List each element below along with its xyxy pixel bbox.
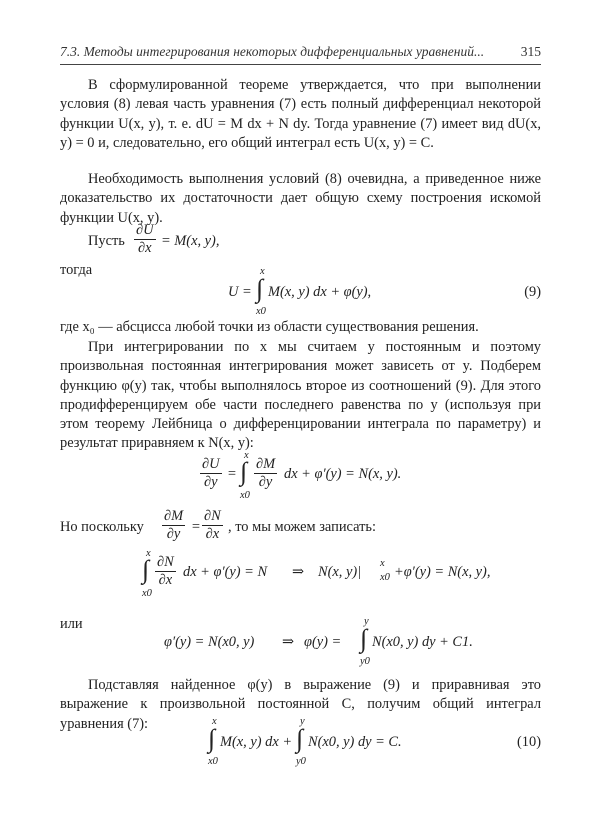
eval-upper: x <box>380 558 385 569</box>
definition-rhs: = M(x, y), <box>161 233 220 249</box>
paragraph-5: Подставляя найденное φ(y) в выражение (9) и приравнивая это выражение к произвольной постоянной C, получим общий интеграл уравнения (7): <box>60 677 541 732</box>
fraction-dM-dy <box>162 508 185 543</box>
eqA-upper-limit: x <box>244 450 249 461</box>
paragraph-1: В сформулированной теореме утверждается, что при выполнении условия (8) левая часть уравнения (7) есть полный дифференциал некоторой функции U(x, y), т. е. dU = M dx + N dy. Тогда уравнение (7) имеет вид dU(x, y) = 0 и, следовательно, его общий интеграл есть U(x, y) = C. <box>60 77 541 151</box>
integral-sign: ∫ <box>256 274 264 303</box>
paragraph-3: где x₀ — абсцисса любой точки из области существования решения. <box>60 319 479 335</box>
eqA-rest: dx + φ′(y) = N(x, y). <box>284 466 402 482</box>
eq10-lower-limit-2: y0 <box>296 756 306 767</box>
text-no-poskolku: Но поскольку <box>60 519 144 535</box>
eval-lower: x0 <box>380 572 390 583</box>
eq10-number: (10) <box>517 734 541 750</box>
eq9-lower-limit: x0 <box>256 306 266 317</box>
numerator: ∂U <box>136 222 154 238</box>
eqC-part1: dx + φ′(y) = N <box>183 564 268 580</box>
numerator: ∂U <box>202 456 220 472</box>
pust-label: Пусть <box>88 233 125 249</box>
word-togda: тогда <box>60 262 93 278</box>
eqC-part2: N(x, y)| <box>318 564 362 580</box>
eqD-mid: φ(y) = <box>304 634 342 650</box>
paragraph-2: Необходимость выполнения условий (8) очевидна, а приведенное ниже доказательство их достаточности дает общую схему построения искомой функции U(x, y). <box>60 171 541 226</box>
eqD-upper-limit: y <box>364 616 369 627</box>
eqD-lhs: φ′(y) = N(x0, y) <box>164 634 255 650</box>
denominator: ∂x <box>205 526 220 542</box>
eq9-body: M(x, y) dx + φ(y), <box>268 284 372 300</box>
equation-condition <box>60 508 541 548</box>
equation-phi <box>60 616 541 670</box>
eq10-upper-limit-1: x <box>212 716 217 727</box>
eq10-body-1: M(x, y) dx + <box>220 734 293 750</box>
numerator: ∂N <box>204 508 221 524</box>
eq9-lhs: U = <box>228 284 252 300</box>
eq9-upper-limit: x <box>260 266 265 277</box>
denominator: ∂y <box>166 526 181 542</box>
integral-sign-2: ∫ <box>296 724 304 753</box>
running-header <box>60 44 541 60</box>
equation-10 <box>60 718 541 768</box>
fraction-dU-dx <box>134 222 156 257</box>
denominator: ∂y <box>258 474 273 490</box>
integral-sign: ∫ <box>142 555 150 584</box>
eqC-lower-limit: x0 <box>142 588 152 599</box>
numerator: ∂M <box>164 508 184 524</box>
fraction-dN-dx <box>202 508 223 543</box>
eq9-number: (9) <box>524 284 541 300</box>
header-rule <box>60 64 541 65</box>
implies-arrow: ⇒ <box>282 634 295 650</box>
equation-derivative <box>60 450 541 504</box>
fraction-dN-dx-inner <box>155 554 176 589</box>
denominator: ∂x <box>158 572 173 588</box>
fraction-dM-dy <box>254 456 277 491</box>
integral-sign: ∫ <box>360 624 368 653</box>
eqD-lower-limit: y0 <box>360 656 370 667</box>
equation-definition <box>60 222 541 262</box>
integral-sign-1: ∫ <box>208 724 216 753</box>
implies-arrow: ⇒ <box>292 564 305 580</box>
paragraph-4: При интегрировании по x мы считаем y постоянным и поэтому произвольная постоянная интегрирования может зависеть от y. Подберем функцию φ(y) так, чтобы выполнялось второе из соотношений (9). Для этого продифференцируем обе части последнего равенства по y (используя при этом теорему Лейбница о дифференцировании интеграла по параметру) и результат приравняем к N(x, y): <box>60 339 541 452</box>
equals-sign: = <box>227 466 237 482</box>
equation-substitution <box>60 548 541 602</box>
denominator: ∂y <box>204 474 218 490</box>
equation-9 <box>60 268 541 318</box>
integral-sign: ∫ <box>240 457 248 486</box>
word-ili: или <box>60 616 83 632</box>
page-number: 315 <box>520 44 541 59</box>
eqD-body: N(x0, y) dy + C1. <box>372 634 473 650</box>
fraction-dU-dy <box>200 456 222 491</box>
text-mozhem-zapisat: , то мы можем записать: <box>228 519 376 535</box>
denominator: ∂x <box>138 240 152 256</box>
eqC-upper-limit: x <box>146 548 151 559</box>
equals-sign: = <box>191 519 201 535</box>
eq10-body-2: N(x0, y) dy = C. <box>308 734 402 750</box>
eqC-part3: +φ′(y) = N(x, y), <box>394 564 491 580</box>
numerator: ∂N <box>157 554 174 570</box>
eq10-lower-limit-1: x0 <box>208 756 218 767</box>
eq10-upper-limit-2: y <box>300 716 305 727</box>
numerator: ∂M <box>256 456 276 472</box>
eqA-lower-limit: x0 <box>240 490 250 501</box>
header-title: 7.3. Методы интегрирования некоторых дифференциальных уравнений... <box>60 44 485 59</box>
